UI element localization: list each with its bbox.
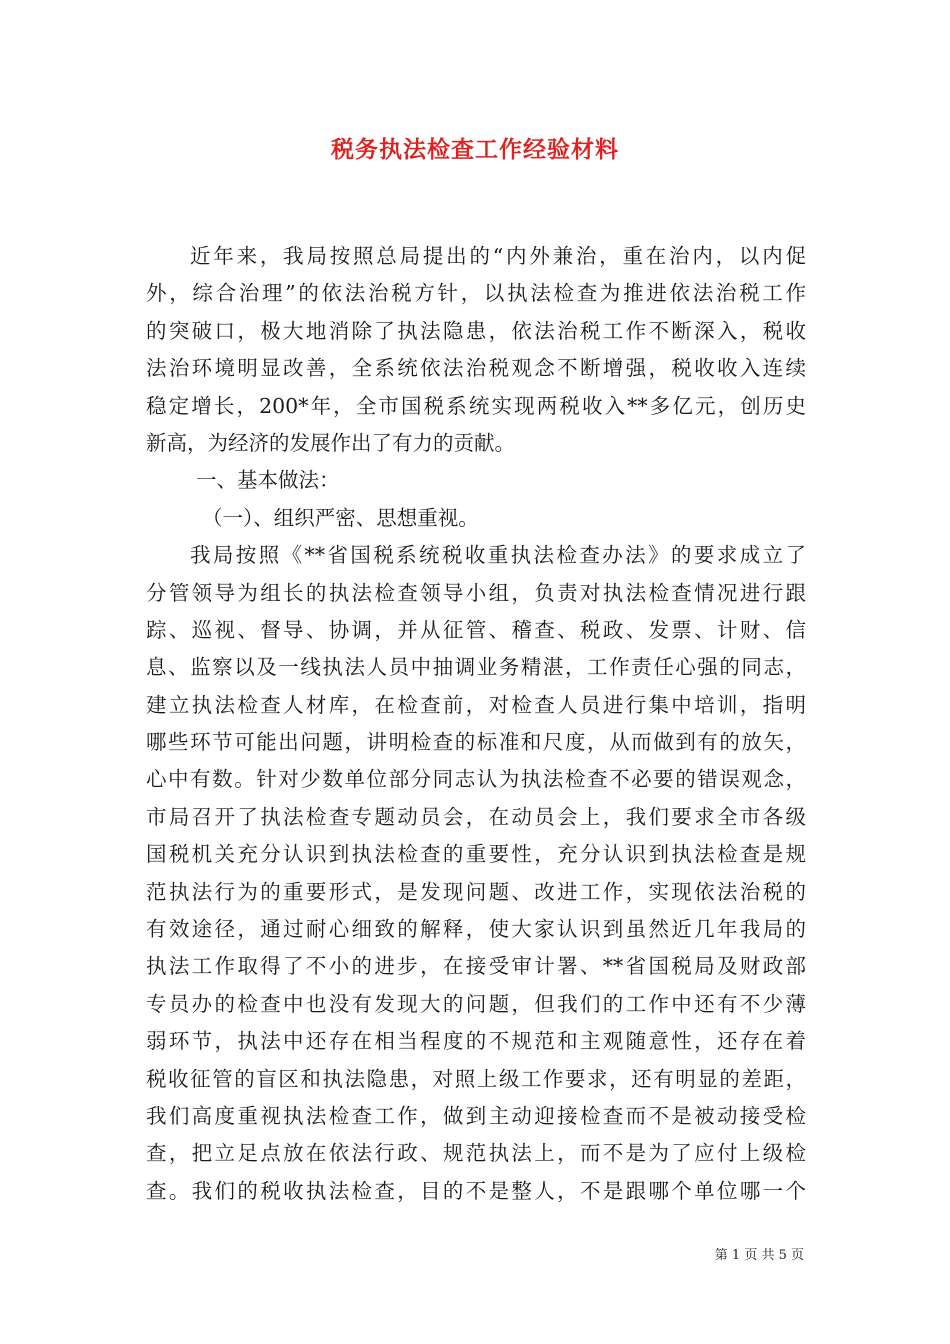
paragraph-line: 建立执法检查人材库，在检查前，对检查人员进行集中培训，指明 (146, 692, 806, 717)
subsection-heading: （一）、组织严密、思想重视。 (202, 505, 479, 530)
paragraph-line: 查，把立足点放在依法行政、规范执法上，而不是为了应付上级检 (146, 1141, 806, 1166)
document-body (146, 238, 806, 1210)
paragraph-line: 专员办的检查中也没有发现大的问题，但我们的工作中还有不少薄 (146, 991, 806, 1016)
paragraph-line: 法治环境明显改善，全系统依法治税观念不断增强，税收收入连续 (146, 356, 806, 381)
paragraph-line: 有效途径，通过耐心细致的解释，使大家认识到虽然近几年我局的 (146, 917, 806, 942)
paragraph-line: 执法工作取得了不小的进步，在接受审计署、**省国税局及财政部 (146, 954, 806, 979)
paragraph-line: 查。我们的税收执法检查，目的不是整人，不是跟哪个单位哪一个 (146, 1178, 806, 1203)
paragraph-line: 的突破口，极大地消除了执法隐患，依法治税工作不断深入，税收 (146, 318, 806, 343)
paragraph-line: 稳定增长，200*年，全市国税系统实现两税收入**多亿元，创历史 (146, 393, 806, 418)
paragraph-line: 范执法行为的重要形式，是发现问题、改进工作，实现依法治税的 (146, 879, 806, 904)
document-title: 税务执法检查工作经验材料 (331, 136, 619, 163)
paragraph-line: 弱环节，执法中还存在相当程度的不规范和主观随意性，还存在着 (146, 1029, 806, 1054)
paragraph-line: 分管领导为组长的执法检查领导小组，负责对执法检查情况进行跟 (146, 580, 806, 605)
section-heading: 一、基本做法： (196, 468, 340, 493)
page-number-footer: 第 1 页 共 5 页 (714, 1248, 804, 1263)
paragraph-line: 国税机关充分认识到执法检查的重要性，充分认识到执法检查是规 (146, 842, 806, 867)
paragraph-line: 息、监察以及一线执法人员中抽调业务精湛，工作责任心强的同志， (146, 655, 806, 680)
paragraph-line: 近年来，我局按照总局提出的“内外兼治，重在治内，以内促 (190, 244, 806, 268)
paragraph-line: 踪、巡视、督导、协调，并从征管、稽查、税政、发票、计财、信 (146, 617, 806, 642)
paragraph-line: 我们高度重视执法检查工作，做到主动迎接检查而不是被动接受检 (146, 1103, 806, 1128)
paragraph-line: 哪些环节可能出问题，讲明检查的标准和尺度，从而做到有的放矢， (146, 730, 806, 755)
paragraph-line: 我局按照《**省国税系统税收重执法检查办法》的要求成立了 (190, 543, 806, 568)
paragraph-line: 市局召开了执法检查专题动员会，在动员会上，我们要求全市各级 (146, 804, 806, 829)
paragraph-line: 心中有数。针对少数单位部分同志认为执法检查不必要的错误观念， (146, 767, 806, 792)
paragraph-line: 税收征管的盲区和执法隐患，对照上级工作要求，还有明显的差距， (146, 1066, 806, 1091)
paragraph-line: 新高，为经济的发展作出了有力的贡献。 (146, 430, 515, 455)
paragraph-line: 外，综合治理”的依法治税方针，以执法检查为推进依法治税工作 (146, 281, 806, 306)
